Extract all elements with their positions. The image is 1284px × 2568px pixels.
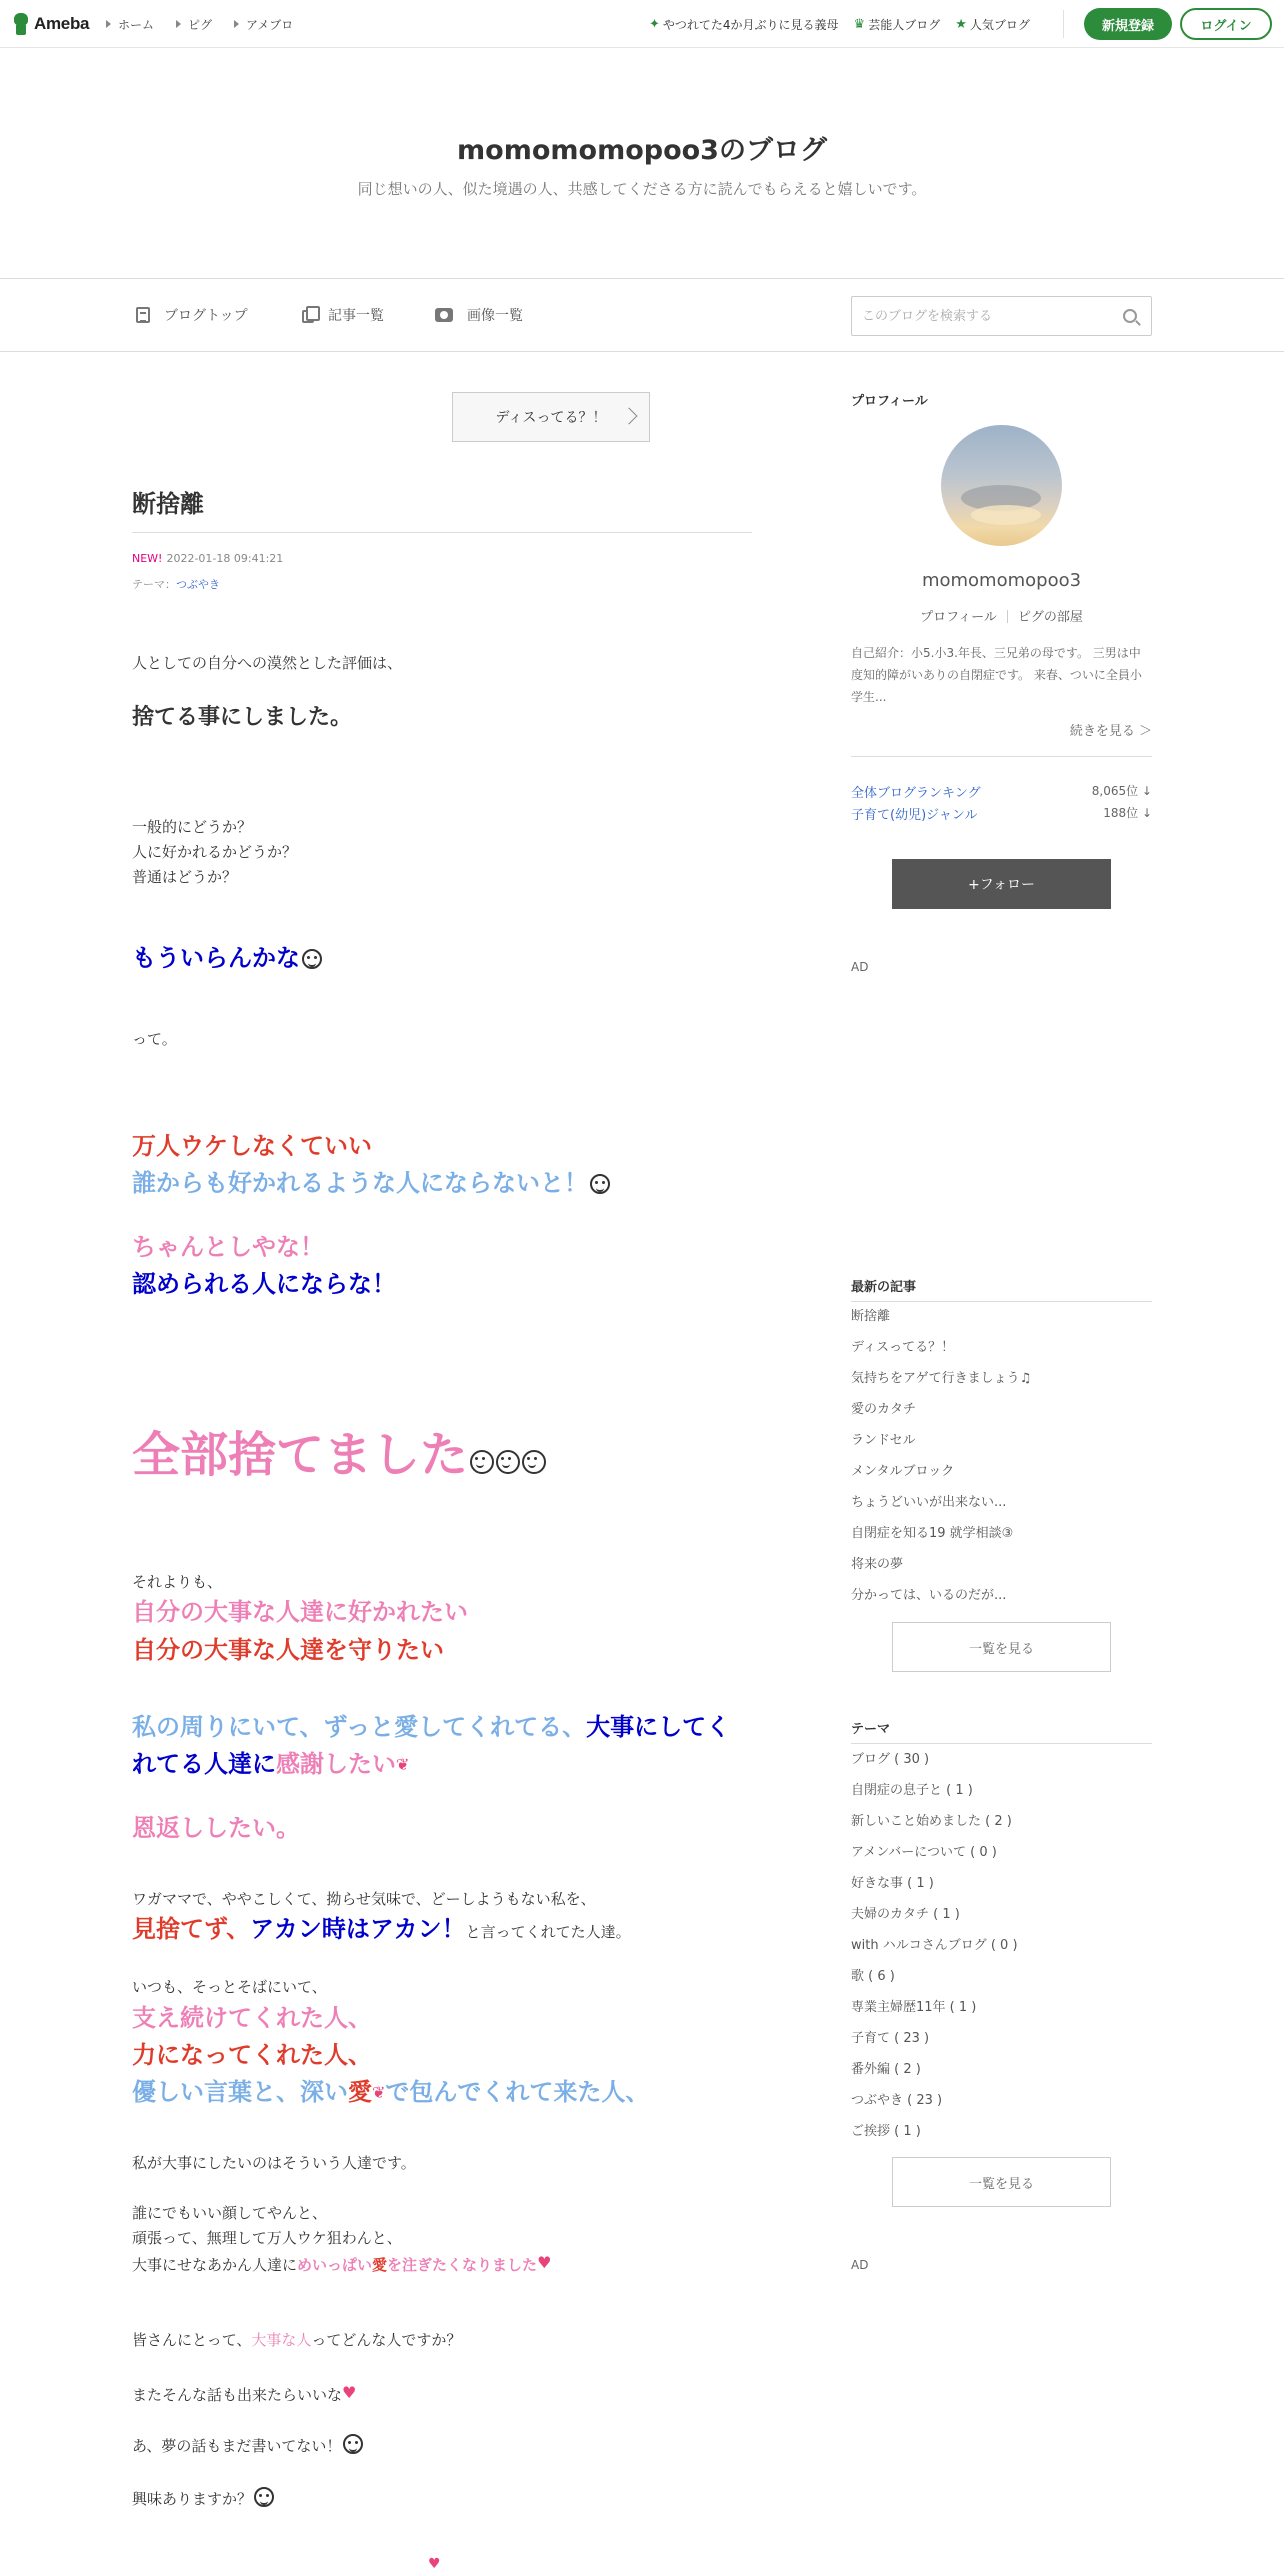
- list-item[interactable]: 子育て ( 23 ): [851, 2031, 930, 2046]
- list-item[interactable]: 夫婦のカタチ ( 1 ): [851, 1907, 960, 1922]
- ad-label: AD: [851, 960, 869, 974]
- ranking-label: 全体ブログランキング: [851, 786, 981, 801]
- crown-icon: ♛: [853, 17, 866, 32]
- entry-text-span: を注ぎたくなりました: [387, 2256, 538, 2274]
- list-item[interactable]: 分かっては、いるのだが...: [851, 1588, 1007, 1603]
- entry-text: ちゃんとしやな！: [132, 1233, 324, 1261]
- tab-image-list[interactable]: [435, 305, 523, 325]
- featured-link-celebrity[interactable]: [854, 16, 941, 33]
- entry-text: [132, 2381, 356, 2407]
- entry-title[interactable]: 断捨離: [132, 490, 204, 518]
- entry-meta: [132, 552, 283, 565]
- list-item[interactable]: アメンバーについて ( 0 ): [851, 1845, 997, 1860]
- global-nav: [106, 16, 315, 33]
- ameba-logo-text: Ameba: [34, 14, 90, 33]
- entry-text: 認められる人にならな！: [132, 1270, 396, 1298]
- entry-text: 捨てる事にしました。: [132, 705, 353, 730]
- blog-nav: [0, 278, 1284, 352]
- face-emoji-icon: [470, 1450, 494, 1474]
- featured-link-article[interactable]: [649, 16, 839, 33]
- featured-link-popular-label: 人気ブログ: [969, 18, 1030, 32]
- entry-text: ワガママで、ややこしくて、拗らせ気味で、どーしようもない私を、: [132, 1890, 596, 1908]
- theme-list: [851, 1750, 1152, 2153]
- tab-blog-top-label: ブログトップ: [164, 308, 248, 324]
- read-more-link[interactable]: 続きを見る ＞: [1069, 724, 1152, 739]
- sparkle-icon: ✦: [649, 17, 660, 32]
- list-item[interactable]: 断捨離: [851, 1309, 891, 1324]
- entry-text-span: 見捨てず、: [132, 1915, 251, 1943]
- entry-text-span: 皆さんにとって、: [132, 2331, 252, 2349]
- sidebar-divider: [851, 756, 1152, 757]
- blog-title[interactable]: momomomopoo3のブログ: [457, 135, 827, 166]
- nav-pigg[interactable]: ピグ: [176, 16, 212, 33]
- login-button[interactable]: ログイン: [1180, 8, 1272, 40]
- list-item[interactable]: 新しいこと始めました ( 2 ): [851, 1814, 1012, 1829]
- entry-text: 人としての自分への漠然とした評価は、: [132, 654, 403, 672]
- entry-text: 自分の大事な人達を守りたい: [132, 1636, 444, 1664]
- link-divider: [1007, 610, 1008, 623]
- list-item[interactable]: with ハルコさんブログ ( 0 ): [851, 1938, 1018, 1953]
- blog-search-input[interactable]: [862, 305, 1102, 327]
- chevron-right-icon: [621, 408, 638, 425]
- tab-image-list-label: 画像一覧: [467, 308, 523, 324]
- theme-list-button[interactable]: 一覧を見る: [892, 2157, 1111, 2207]
- list-item[interactable]: メンタルブロック: [851, 1464, 955, 1479]
- entry-text-span: 全部捨てました: [132, 1427, 469, 1483]
- title-divider: [132, 532, 752, 533]
- list-item[interactable]: ご挨拶 ( 1 ): [851, 2124, 921, 2139]
- entry-text: [132, 1709, 730, 1745]
- sidebar-divider: [851, 1743, 1152, 1744]
- featured-link-celebrity-label: 芸能人ブログ: [868, 18, 941, 32]
- entry-text: [132, 1425, 546, 1485]
- entry-text-span: めいっぱい: [297, 2256, 373, 2274]
- tab-blog-top[interactable]: [136, 305, 248, 325]
- face-emoji-icon: [496, 1450, 520, 1474]
- recent-entries-list: [851, 1307, 1152, 1617]
- entry-text-span: アカン時はアカン！: [250, 1915, 466, 1943]
- face-emoji-icon: [343, 2434, 363, 2454]
- entry-text-span: 興味ありますか？: [132, 2490, 253, 2508]
- entry-text-span: もういらんかな: [132, 944, 300, 972]
- hearts-icon: ❦: [396, 1755, 410, 1774]
- entry-text-span: あ、夢の話もまだ書いてない！: [132, 2437, 342, 2455]
- entry-text: [132, 940, 322, 976]
- list-item[interactable]: 専業主婦歴11年 ( 1 ): [851, 2000, 977, 2015]
- ranking-genre[interactable]: [851, 804, 1152, 823]
- featured-link-popular[interactable]: [955, 16, 1030, 33]
- entry-text-span: 大事にしてく: [586, 1713, 731, 1741]
- theme-heading: テーマ: [851, 1722, 891, 1737]
- entry-text: 普通はどうか？: [132, 868, 238, 886]
- pigg-room-link[interactable]: ピグの部屋: [1017, 610, 1083, 625]
- entry-text-span: 愛: [348, 2078, 372, 2106]
- search-icon[interactable]: [1123, 309, 1137, 323]
- follow-button[interactable]: +フォロー: [892, 859, 1111, 909]
- entry-text-span: で包んでくれて来た人、: [385, 2078, 650, 2106]
- entry-text: [132, 2328, 461, 2352]
- featured-link-article-label: やつれてた4か月ぶりに見る義母: [662, 18, 839, 32]
- blog-search: [851, 296, 1152, 336]
- list-item[interactable]: ランドセル: [851, 1433, 916, 1448]
- featured-links: [649, 16, 1045, 33]
- entry-text: 恩返ししたい。: [132, 1814, 300, 1842]
- smile-emoji-icon: [302, 949, 322, 969]
- new-badge: NEW!: [132, 552, 163, 565]
- ranking-label: 子育て(幼児)ジャンル: [851, 808, 978, 823]
- document-icon: [136, 307, 150, 323]
- entry-text: 万人ウケしなくていい: [132, 1132, 372, 1160]
- header-divider: [1063, 10, 1064, 38]
- entry-text: [132, 2487, 274, 2511]
- entry-text-span: 感謝したい: [276, 1750, 396, 1778]
- nav-home[interactable]: ホーム: [106, 16, 154, 33]
- profile-link[interactable]: プロフィール: [920, 610, 997, 625]
- list-item[interactable]: 気持ちをアゲて行きましょう♫: [851, 1371, 1032, 1386]
- list-item[interactable]: 好きな事 ( 1 ): [851, 1876, 934, 1891]
- copy-icon: [302, 310, 314, 323]
- entry-text-span: 愛: [372, 2256, 388, 2274]
- heart-icon: ♥: [428, 2556, 441, 2568]
- camera-icon: [435, 308, 453, 322]
- entry-text-span: 大事にせなあかん人達に: [132, 2256, 298, 2274]
- nav-ameblo[interactable]: アメブロ: [234, 16, 293, 33]
- signup-button[interactable]: 新規登録: [1084, 8, 1172, 40]
- entry-text: [132, 1911, 631, 1950]
- entry-text: [132, 2074, 649, 2111]
- list-item[interactable]: ディスってる？！: [851, 1340, 955, 1355]
- heart-icon: ♥: [537, 2253, 552, 2272]
- hearts-icon: ❦: [372, 2083, 386, 2102]
- tab-entry-list-label: 記事一覧: [328, 308, 384, 324]
- entry-text: [132, 1746, 409, 1783]
- profile-heading: プロフィール: [851, 394, 928, 409]
- ad-label: AD: [851, 2258, 869, 2272]
- global-header: [0, 0, 1284, 48]
- previous-entry-label: ディスってる？！: [495, 410, 607, 426]
- entry-text: 人に好かれるかどうか？: [132, 843, 298, 861]
- list-item[interactable]: 歌 ( 6 ): [851, 1969, 895, 1984]
- entry-datetime: 2022-01-18 09:41:21: [166, 552, 284, 565]
- smile-emoji-icon: [254, 2487, 274, 2507]
- list-item[interactable]: ブログ ( 30 ): [851, 1752, 930, 1767]
- entry-text: 頑張って、無理して万人ウケ狙わんと、: [132, 2229, 402, 2247]
- entry-text-span: ってどんな人ですか？: [311, 2331, 462, 2349]
- entry-text: 支え続けてくれた人、: [132, 2004, 372, 2032]
- profile-intro: 自己紹介：小5.小3.年長、三兄弟の母です。 三男は中度知的障がいありの自閉症です。 来春、ついに全員小学生...: [851, 646, 1142, 704]
- list-item[interactable]: 愛のカタチ: [851, 1402, 917, 1417]
- list-item[interactable]: つぶやき ( 23 ): [851, 2093, 943, 2108]
- entry-text: [132, 2434, 363, 2458]
- profile-name[interactable]: momomomopoo3: [921, 570, 1082, 591]
- entry-text: 力になってくれた人、: [132, 2041, 372, 2069]
- entry-text-span: 誰からも好かれるような人にならないと！: [132, 1169, 588, 1197]
- entry-text-span: 大事な人: [251, 2331, 312, 2349]
- ranking-value: 188位 ↓: [1103, 806, 1152, 820]
- entry-theme-link[interactable]: つぶやき: [176, 578, 220, 591]
- avatar[interactable]: [941, 425, 1062, 546]
- ameba-logo-icon: [12, 13, 30, 35]
- entry-text: いつも、そっとそばにいて、: [132, 1978, 327, 1996]
- entry-text-span: れてる人達に: [132, 1750, 276, 1778]
- entry-text: 一般的にどうか？: [132, 818, 253, 836]
- bunny-emoji-icon: [590, 1174, 610, 1194]
- entry-text-span: 私の周りにいて、ずっと愛してくれてる、: [132, 1713, 587, 1741]
- ameba-logo[interactable]: [12, 12, 89, 36]
- recent-heading: 最新の記事: [851, 1280, 917, 1295]
- blog-description: 同じ想いの人、似た境遇の人、共感してくださる方に読んでもらえると嬉しいです。: [357, 180, 927, 198]
- face-emoji-icon: [522, 1450, 546, 1474]
- entry-text: [132, 1165, 610, 1201]
- entry-theme: [132, 576, 220, 592]
- entry-theme-label: テーマ：: [132, 578, 176, 591]
- previous-entry-link[interactable]: [452, 392, 650, 442]
- entry-text: 自分の大事な人達に好かれたい: [132, 1598, 468, 1626]
- sidebar-divider: [851, 1301, 1152, 1302]
- profile-links: [851, 606, 1152, 625]
- star-icon: ★: [955, 17, 967, 32]
- list-item[interactable]: ちょうどいいが出来ない...: [851, 1495, 1007, 1510]
- list-item[interactable]: 自閉症を知る19 就学相談③: [851, 1526, 1014, 1541]
- entry-text: って。: [132, 1030, 177, 1048]
- entry-text: 私が大事にしたいのはそういう人達です。: [132, 2154, 416, 2172]
- list-item[interactable]: 番外編 ( 2 ): [851, 2062, 921, 2077]
- entry-text-span: と言ってくれてた人達。: [465, 1923, 631, 1941]
- entry-text: それよりも、: [132, 1573, 223, 1591]
- entry-text: [132, 2251, 551, 2277]
- ranking-overall[interactable]: [851, 782, 1152, 801]
- entry-text-span: 優しい言葉と、深い: [132, 2078, 348, 2106]
- tab-entry-list[interactable]: [302, 305, 384, 325]
- ranking-value: 8,065位 ↓: [1091, 784, 1152, 798]
- heart-icon: ♥: [342, 2383, 357, 2402]
- recent-list-button[interactable]: 一覧を見る: [892, 1622, 1111, 1672]
- list-item[interactable]: 将来の夢: [851, 1557, 904, 1572]
- list-item[interactable]: 自閉症の息子と ( 1 ): [851, 1783, 973, 1798]
- entry-text-span: またそんな話も出来たらいいな: [132, 2386, 343, 2404]
- entry-text: 誰にでもいい顔してやんと、: [132, 2204, 328, 2222]
